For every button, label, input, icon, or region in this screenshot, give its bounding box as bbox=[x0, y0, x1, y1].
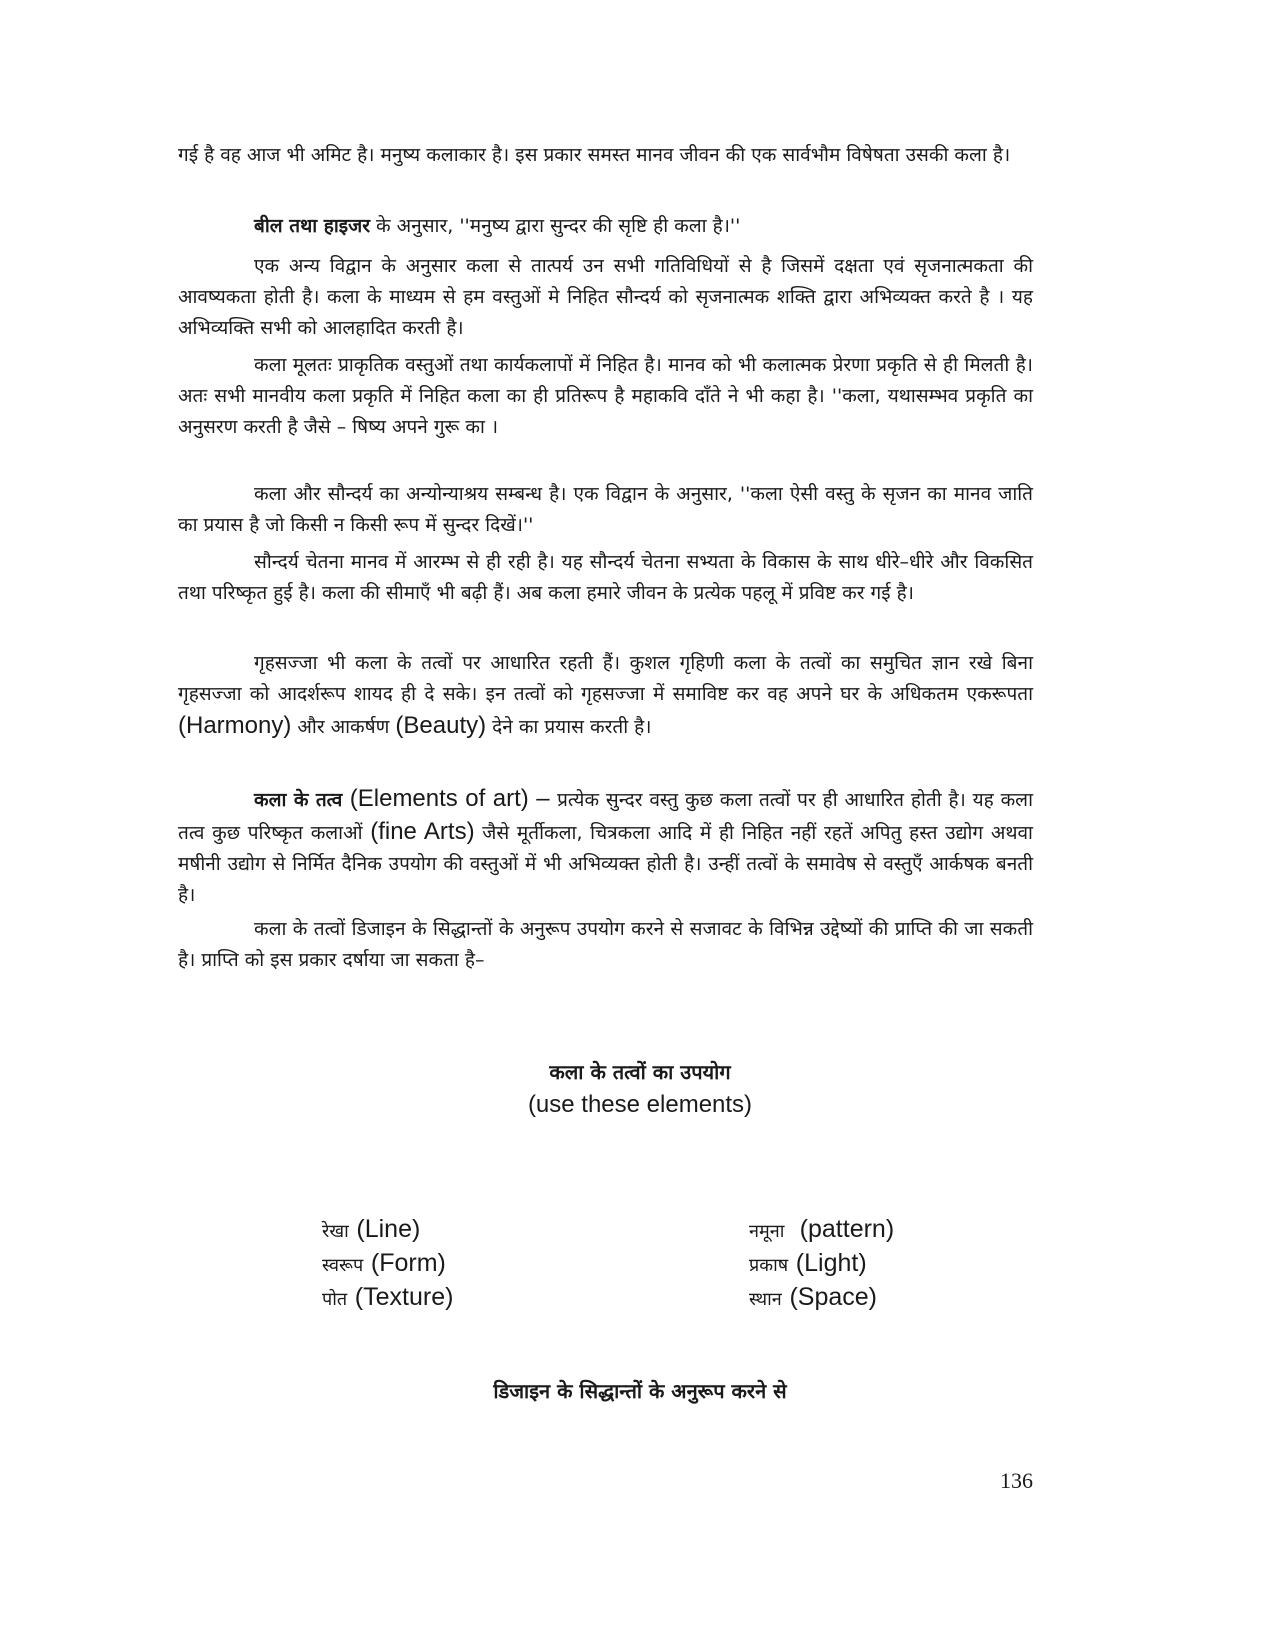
paragraph-art-and-beauty: कला और सौन्दर्य का अन्योन्याश्रय सम्बन्ध है। एक विद्वान के अनुसार, ''कला ऐसी वस्तु के सृजन का मानव जाति का प्रयास है जो किसी न किसी रूप में सुन्दर दिखें।'' bbox=[178, 483, 1033, 536]
home-decoration-text-3: देने का प्रयास करती है। bbox=[486, 716, 652, 738]
element-item-light bbox=[749, 1246, 894, 1280]
paragraph-beal-hoijer-definition bbox=[178, 211, 1033, 242]
elements-list-left bbox=[322, 1212, 453, 1314]
diagram-heading bbox=[440, 1056, 840, 1122]
element-name-en: (Light) bbox=[795, 1249, 867, 1277]
element-item-form bbox=[322, 1246, 453, 1280]
element-item-pattern bbox=[749, 1212, 894, 1246]
element-name-hi: स्वरूप bbox=[322, 1255, 364, 1276]
element-name-en: (pattern) bbox=[799, 1215, 895, 1243]
element-name-en: (Texture) bbox=[354, 1283, 454, 1311]
elements-text: प्रत्येक सुन्दर वस्तु कुछ कला तत्वों पर ही आधारित होती है। यह कला तत्व कुछ परिष्कृत कलाओं bbox=[178, 789, 1033, 844]
element-item-space bbox=[749, 1280, 894, 1314]
design-principles-heading: डिजाइन के सिद्धान्तों के अनुरूप करने से bbox=[493, 1379, 787, 1403]
term-harmony: (Harmony) bbox=[178, 712, 292, 739]
paragraph-aesthetic-consciousness: सौन्दर्य चेतना मानव में आरम्भ से ही रही है। यह सौन्दर्य चेतना सभ्यता के विकास के साथ धीरे–धीरे और विकसित तथा परिष्कृत हुई है। कला की सीमाएँ भी बढ़ी हैं। अब कला हमारे जीवन के प्रत्येक पहलू में प्रविष्ट कर गई है। bbox=[178, 551, 1033, 604]
diagram-heading-hi: कला के तत्वों का उपयोग bbox=[549, 1060, 731, 1084]
paragraph-design-principles: कला के तत्वों डिजाइन के सिद्धान्तों के अनुरूप उपयोग करने से सजावट के विभिन्न उद्देष्यों की प्राप्ति की जा सकती है। प्राप्ति को इस प्रकार दर्षाया जा सकता है– bbox=[178, 918, 1033, 971]
paragraph-home-decoration bbox=[178, 648, 1033, 743]
paragraph-art-and-nature: कला मूलतः प्राकृतिक वस्तुओं तथा कार्यकलापों में निहित है। मानव को भी कलात्मक प्रेरणा प्रकृति से ही मिलती है। अतः सभी मानवीय कला प्रकृति में निहित कला का ही प्रतिरूप है महाकवि दाँते ने भी कहा है। ''कला, यथासम्भव प्रकृति का अनुसरण करती है जैसे – षिष्य अपने गुरू का । bbox=[178, 354, 1033, 438]
element-name-hi: पोत bbox=[322, 1289, 348, 1310]
page-number: 136 bbox=[1000, 1468, 1033, 1493]
elements-list-right bbox=[749, 1212, 894, 1314]
term-fine-arts: (fine Arts) bbox=[370, 818, 475, 845]
element-item-line bbox=[322, 1212, 453, 1246]
elements-heading-hi: कला के तत्व bbox=[254, 789, 343, 811]
elements-text-2: जैसे मूर्तीकला, चित्रकला आदि में ही निहित नहीं रहतें अपितु हस्त उद्योग अथवा मषीनी उद्योग से निर्मित दैनिक उपयोग की वस्तुओं में भी अभिव्यक्त होती है। उन्हीं तत्वों के समावेष से वस्तुएँ आर्कषक बनती है। bbox=[178, 822, 1033, 906]
home-decoration-text-2: और आकर्षण bbox=[291, 716, 396, 738]
home-decoration-text: गृहसज्जा भी कला के तत्वों पर आधारित रहती हैं। कुशल गृहिणी कला के तत्वों का समुचित ज्ञान रखे बिना गृहसज्जा को आदर्शरूप शायद ही दे सके। इन तत्वों को गृहसज्जा में समाविष्ट कर वह अपने घर के अधिकतम एकरूपता bbox=[178, 652, 1033, 705]
definition-text: के अनुसार, ''मनुष्य द्वारा सुन्दर की सृष्टि ही कला है।'' bbox=[369, 215, 741, 237]
element-name-hi: प्रकाष bbox=[749, 1255, 789, 1276]
element-name-hi: रेखा bbox=[322, 1221, 349, 1242]
element-item-texture bbox=[322, 1280, 453, 1314]
element-name-hi: नमूना bbox=[749, 1221, 785, 1242]
element-name-hi: स्थान bbox=[749, 1289, 782, 1310]
author-names-bold: बील तथा हाइजर bbox=[254, 215, 370, 237]
diagram-heading-en: (use these elements) bbox=[527, 1091, 753, 1118]
element-name-en: (Form) bbox=[370, 1249, 446, 1277]
element-name-en: (Space) bbox=[789, 1283, 877, 1311]
paragraph-art-universal: गई है वह आज भी अमिट है। मनुष्य कलाकार है। इस प्रकार समस्त मानव जीवन की एक सार्वभौम विषेषता उसकी कला है। bbox=[178, 144, 1011, 166]
paragraph-elements-of-art bbox=[178, 783, 1033, 911]
elements-heading-en: (Elements of art) – bbox=[342, 785, 558, 812]
element-name-en: (Line) bbox=[356, 1215, 421, 1243]
paragraph-scholar-definition: एक अन्य विद्वान के अनुसार कला से तात्पर्य उन सभी गतिविधियों से है जिसमें दक्षता एवं सृजनात्मकता की आवष्यकता होती है। कला के माध्यम से हम वस्तुओं मे निहित सौन्दर्य को सृजनात्मक शक्ति द्वारा अभिव्यक्त करते है । यह अभिव्यक्ति सभी को आलहादित करती है। bbox=[178, 255, 1033, 339]
term-beauty: (Beauty) bbox=[395, 712, 487, 739]
